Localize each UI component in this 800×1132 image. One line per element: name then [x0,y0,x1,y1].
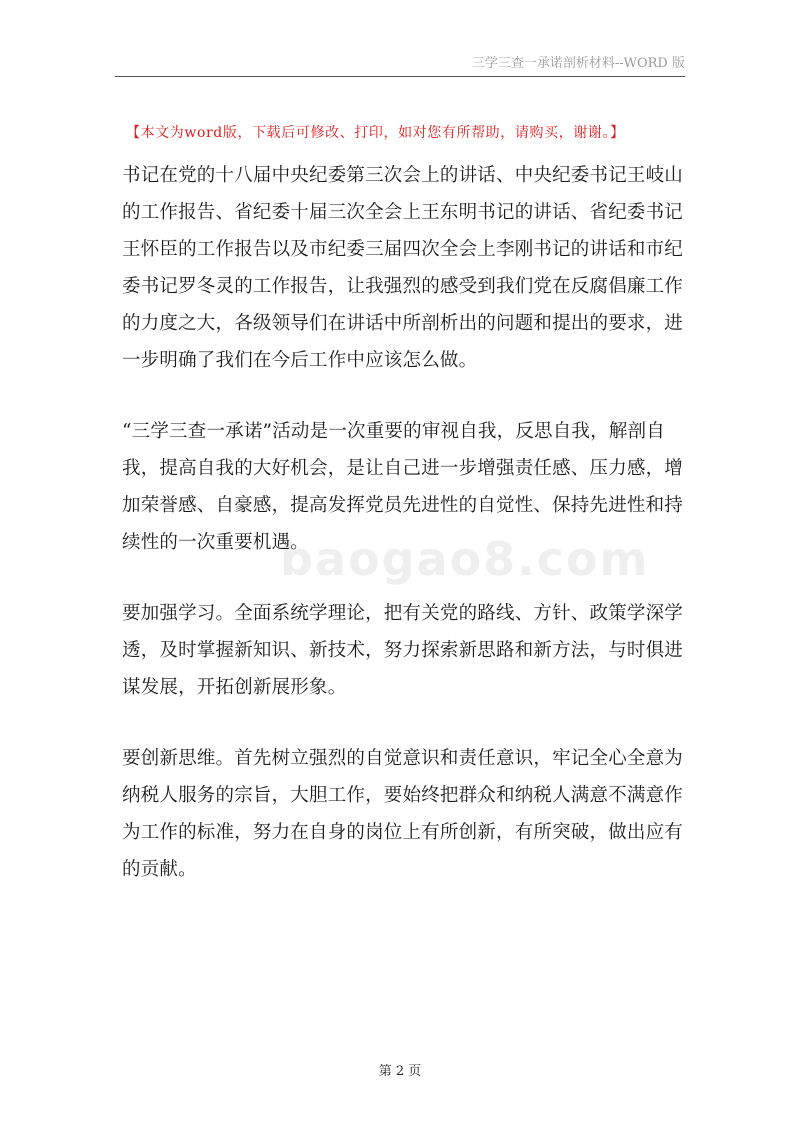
paragraph: 要加强学习。全面系统学理论，把有关党的路线、方针、政策学深学透，及时掌握新知识、新技术，努力探索新思路和新方法，与时俱进谋发展，开拓创新展形象。 [122,603,684,698]
watermark: baogao8.com [280,532,650,586]
document-header-title: 三学三查一承诺剖析材料--WORD 版 [471,56,685,71]
download-notice: 【本文为word版，下载后可修改、打印，如对您有所帮助，请购买，谢谢。】 [126,125,625,141]
paragraph: 书记在党的十八届中央纪委第三次会上的讲话、中央纪委书记王岐山的工作报告、省纪委十届三次全会上王东明书记的讲话、省纪委书记王怀臣的工作报告以及市纪委三届四次全会上李刚书记的讲话和市纪委书记罗冬灵的工作报告，让我强烈的感受到我们党在反腐倡廉工作的力度之大，各级领导们在讲话中所剖析出的问题和提出的要求，进一步明确了我们在今后工作中应该怎么做。 [122,165,684,371]
paragraph: 要创新思维。首先树立强烈的自觉意识和责任意识，牢记全心全意为纳税人服务的宗旨，大胆工作，要始终把群众和纳税人满意不满意作为工作的标准，努力在自身的岗位上有所创新，有所突破，做出应有的贡献。 [122,748,684,880]
paragraph: “三学三查一承诺”活动是一次重要的审视自我，反思自我，解剖自我，提高自我的大好机会，是让自己进一步增强责任感、压力感，增加荣誉感、自豪感，提高发挥党员先进性的自觉性、保持先进性和持续性的一次重要机遇。 [122,421,684,553]
document-body [122,157,688,922]
page-number: 第 2 页 [378,1064,422,1079]
header-divider [115,76,685,77]
